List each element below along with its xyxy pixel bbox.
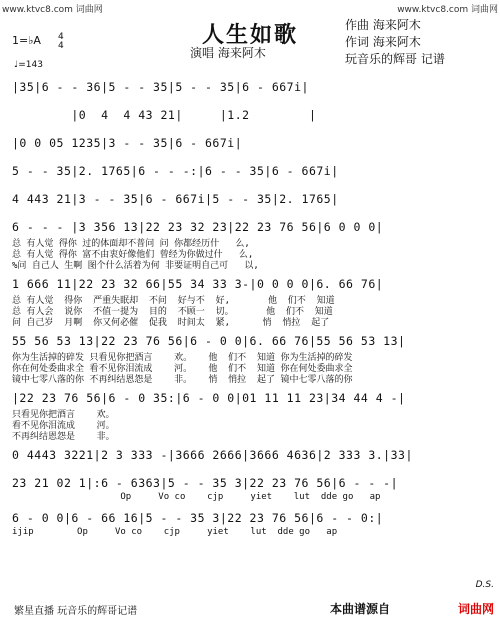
notation-row: |0 0 05 1235|3 - - 35|6 - 667i|	[12, 136, 243, 150]
lyric-line: 总 有人会 说你 不值一提为 目的 不顾一 切。 他 们不 知道	[12, 307, 333, 317]
footer-source: 本曲谱源自	[330, 602, 391, 616]
notation-row: 1 666 11|22 23 32 66|55 34 33 3-|0 0 0 0|6. 66 76|	[12, 277, 384, 291]
notation-row: 6 - - - |3 356 13|22 23 32 23|22 23 76 56|6 0 0 0|	[12, 220, 384, 234]
key-signature: 1=♭A	[12, 34, 41, 47]
notation-row: |22 23 76 56|6 - 0 35:|6 - 0 0|01 11 11 23|34 44 4 -|	[12, 391, 406, 405]
ds-mark: D.S.	[475, 580, 494, 590]
notation-row: |0 4 4 43 21| |1.2 |	[12, 108, 317, 122]
notation-row: 55 56 53 13|22 23 76 56|6 - 0 0|6. 66 76|55 56 53 13|	[12, 334, 406, 348]
song-title: 人生如歌	[201, 23, 298, 48]
lyric-line: ijip Op Vo co cjp yiet lut dde go ap	[12, 527, 338, 537]
footer-left: 繁星直播 玩音乐的辉哥记谱	[14, 606, 138, 617]
notation-row: |35|6 - - 36|5 - - 35|5 - - 35|6 - 667i|	[12, 80, 309, 94]
notation-row: 23 21 02 1|:6 - 6363|5 - - 35 3|22 23 76 56|6 - - -|	[12, 476, 399, 490]
lyric-line: 镜中七零八落的你 不再纠结恩怨是 非。 悄 悄拉 起了 镜中七零八落的你	[12, 375, 353, 385]
lyric-line: 你在何处委曲求全 看不见你泪流成 河。 他 们不 知道 你在何处委曲求全	[12, 364, 353, 374]
lyric-line: 你为生活掉的碎发 只看见你把酒言 欢。 他 们不 知道 你为生活掉的碎发	[12, 353, 353, 363]
footer-logo: 词曲网	[457, 602, 494, 616]
notation-row: 0 4443 3221|2 3 333 -|3666 2666|3666 4636|2 333 3.|33|	[12, 448, 413, 462]
lyric-line: 总 有人觉 得你 严重失眠却 不问 好与不 好, 他 们不 知道	[12, 296, 335, 306]
lyric-line: 总 有人觉 得你 过的体面却不普问 问 你都经历什 么,	[12, 239, 250, 249]
lyric-line: %问 自己人 生啊 图个什么活着为何 非要证明自己可 以,	[12, 261, 259, 271]
notation-row: 4 443 21|3 - - 35|6 - 667i|5 - - 35|2. 1765|	[12, 192, 339, 206]
meter-top: 4	[58, 32, 64, 42]
watermark-left: www.ktvc8.com 词曲网	[2, 5, 103, 15]
lyric-line: 不再纠结恩怨是 非。	[12, 432, 115, 442]
transcriber: 玩音乐的辉哥 记谱	[345, 52, 445, 66]
tempo: ♩=143	[14, 60, 43, 70]
lyric-line: Op Vo co cjp yiet lut dde go ap	[12, 492, 381, 502]
meter-bottom: 4	[58, 41, 64, 51]
notation-row: 5 - - 35|2. 1765|6 - - -:|6 - - 35|6 - 667i|	[12, 164, 339, 178]
lyric-line: 只看见你把酒言 欢。	[12, 410, 115, 420]
time-signature	[58, 33, 64, 51]
watermark-right: www.ktvc8.com 词曲网	[397, 5, 498, 15]
singer: 演唱 海来阿木	[190, 46, 266, 60]
lyric-line: 问 自己岁 月啊 你又何必催 促我 时间太 紧, 悄 悄拉 起了	[12, 318, 330, 328]
lyric-line: 总 有人觉 得你 富不由衷好像他们 曾经为你做过什 么,	[12, 250, 254, 260]
composer: 作曲 海来阿木	[345, 18, 421, 32]
notation-row: 6 - 0 0|6 - 66 16|5 - - 35 3|22 23 76 56|6 - - 0:|	[12, 511, 384, 525]
lyricist: 作词 海来阿木	[345, 35, 421, 49]
lyric-line: 看不见你泪流成 河。	[12, 421, 115, 431]
